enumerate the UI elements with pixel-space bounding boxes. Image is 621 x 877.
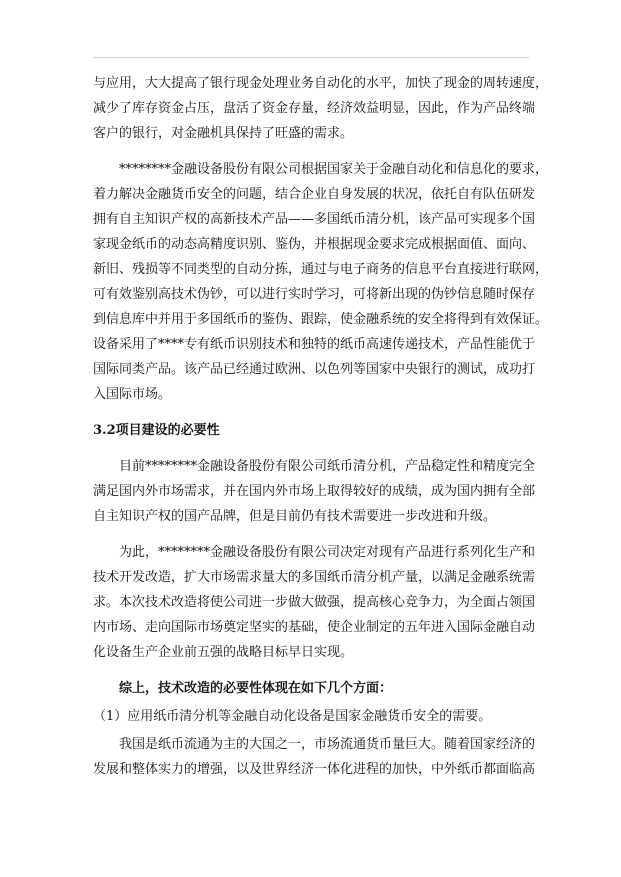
- text-line: 求。本次技术改造将使公司进一步做大做强，提高核心竞争力，为全面占领国: [93, 595, 536, 610]
- list-item-text: （1）应用纸币清分机等金融自动化设备是国家金融货币安全的需要。: [93, 709, 492, 724]
- text-line: 与应用，大大提高了银行现金处理业务自动化的水平，加快了现金的周转速度，: [93, 76, 549, 91]
- text-line: 为此，********金融设备股份有限公司决定对现有产品进行系列化生产和: [119, 545, 536, 560]
- text-line: 到信息库中并用于多国纸币的鉴伪、跟踪，使金融系统的安全将得到有效保证。: [93, 312, 549, 327]
- text-line: 化设备生产企业前五强的战略目标早日实现。: [93, 645, 354, 660]
- text-line: 我国是纸币流通为主的大国之一，市场流通货币量巨大。随着国家经济的: [119, 737, 536, 752]
- text-line: 内市场、走向国际市场奠定坚实的基础，使企业制定的五年进入国际金融自动: [93, 620, 536, 635]
- document-body: [93, 71, 549, 782]
- section-heading-text: 3.2项目建设的必要性: [93, 423, 220, 438]
- text-line: 着力解决金融货币安全的问题，结合企业自身发展的状况，依托自有队伍研发: [93, 187, 536, 202]
- paragraph-bank-demand: [93, 71, 549, 146]
- text-line: 技术开发改造，扩大市场需求量大的多国纸币清分机产量，以满足金融系统需: [93, 570, 536, 585]
- text-line: 满足国内外市场需求，并在国内外市场上取得较好的成绩，成为国内拥有全部: [93, 484, 536, 499]
- list-item-1: [93, 704, 533, 729]
- paragraph-summary: [93, 676, 533, 701]
- text-line: 拥有自主知识产权的高新技术产品——多国纸币清分机，该产品可实现多个国: [93, 212, 536, 227]
- section-heading: [93, 418, 533, 443]
- paragraph-tech-upgrade: [93, 540, 536, 665]
- text-line: 发展和整体实力的增强，以及世界经济一体化进程的加快，中外纸币都面临高: [93, 762, 536, 777]
- text-line: 国际同类产品。该产品已经通过欧洲、以色列等国家中央银行的测试，成功打: [93, 362, 536, 377]
- text-line: 家现金纸币的动态高精度识别、鉴伪，并根据现金要求完成根据面值、面向、: [93, 237, 536, 252]
- text-line: 目前********金融设备股份有限公司纸币清分机，产品稳定性和精度完全: [119, 459, 536, 474]
- text-line: 入国际市场。: [93, 387, 172, 402]
- text-line: ********金融设备股份有限公司根据国家关于金融自动化和信息化的要求，: [119, 162, 549, 177]
- paragraph-current-status: [93, 454, 536, 529]
- text-line: 新旧、残损等不同类型的自动分拣，通过与电子商务的信息平台直接进行联网，: [93, 262, 549, 277]
- paragraph-company-product: [93, 157, 549, 407]
- text-line: 设备采用了****专有纸币识别技术和独特的纸币高速传递技术，产品性能优于: [93, 337, 536, 352]
- paragraph-currency-circulation: [93, 732, 536, 782]
- text-line: 可有效鉴别高技术伪钞，可以进行实时学习，可将新出现的伪钞信息随时保存: [93, 287, 536, 302]
- text-line: 自主知识产权的国产品牌，但是目前仍有技术需要进一步改进和升级。: [93, 509, 497, 524]
- text-line: 客户的银行，对金融机具保持了旺盛的需求。: [93, 126, 354, 141]
- header-rule: [93, 57, 529, 58]
- text-line: 减少了库存资金占压，盘活了资金存量，经济效益明显，因此，作为产品终端: [93, 101, 536, 116]
- summary-text: 综上，技术改造的必要性体现在如下几个方面：: [119, 681, 393, 696]
